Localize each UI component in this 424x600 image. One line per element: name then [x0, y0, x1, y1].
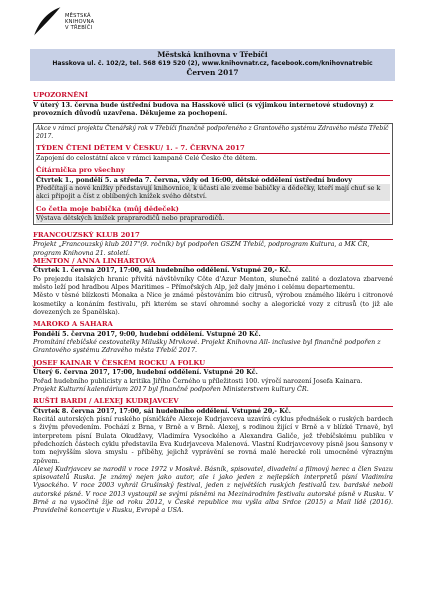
club-section — [33, 231, 393, 317]
exhibit-text: Výstava dětských knížek praprarodičů nebo praprarodičů. — [36, 214, 390, 222]
maroko-when: Pondělí 5. června 2017, 9:00, hudební oddělení. Vstupné 20 Kč. — [33, 329, 261, 338]
week-text: Zapojení do celostátní akce v rámci kampaně Celé Česko čte dětem. — [36, 153, 258, 162]
library-title: Městská knihovna v Třebíči — [157, 50, 268, 59]
club-project: Projekt „Francouzský klub 2017"(9. ročník) byl podpořen GSZM Třebíč, podprogram Kultura, a MK ČR, program Knihovna 21. století. — [33, 240, 370, 257]
week-title: TÝDEN ČTENÍ DĚTEM V ČESKU/ 1. - 7. ČERVNA 2017 — [36, 144, 390, 154]
bardi-title: RUŠTÍ BARDI / ALEXEJ KUDRJAVCEV — [33, 397, 393, 407]
month-title: Červen 2017 — [186, 68, 239, 77]
maroko-section — [33, 320, 393, 354]
bardi-text: Recitál autorských písní ruského písničkáře Alexeje Kudrjavceva uzavírá cyklus přednášek o ruských bardech s živým převedením. Pochází z Brna, v Brně a v Brně. Alexej, s rodinou žijící v Brně a v blízké Trnavě, byl interpretem písní Bulata Okudžavy, Vladimíra Vysockého a Alexandra Galiče, jež třebíčskému publiku v předchozích částech cyklu představila Eva Kudrjavceva Malenová. Vlastní Kudrjavcevovy písně jsou šansony v tom nejvyšším slova smyslu - příběhy, jejichž vyprávění se rovná malé herecké roli umocněné výrazným zpěvem. — [33, 415, 393, 465]
notice-text: V úterý 13. června bude ústřední budova na Hasskově ulici (s výjimkou internetové studovny) z provozních důvodů uzavřena. Děkujeme za pochopení. — [33, 100, 374, 117]
kainar-title: JOSEF KAINAR V ČESKÉM ROCKU A FOLKU — [33, 359, 393, 369]
kainar-note: Projekt Kulturní kalendárium 2017 byl finančně podpořen Ministerstvem kultury ČR. — [33, 384, 309, 393]
grandpa-title: Čítárnička pro všechny — [36, 166, 390, 176]
maroko-text: Promítání třebíčské cestovatelky Milušky Mrvkové. Projekt Knihovna All- inclusive byl finančně podpořen z Grantového systému Zdravého města Třebíč 2017. — [33, 338, 381, 355]
quill-icon — [31, 5, 65, 39]
club-title: FRANCOUZSKÝ KLUB 2017 — [33, 231, 393, 241]
program-content — [33, 91, 393, 515]
bardi-bio: Alexej Kudrjavcev se narodil v roce 1972 v Moskvě. Básník, spisovatel, divadelní a filmový herec a člen Svazu spisovatelů Ruska. Je známý nejen jako autor, ale i jako jeden z nejlepších interpretů písní Vladimíra Vysockého. V roce 2003 vyhrál Grušinský festival, jeden z největších ruských festivalů tzv. bardské neboli autorské písně. V roce 2013 vystoupil se svými písněmi na Mezinárodním festivalu autorské písně v Rusku. V Brně a na vysočině žije od roku 2012, v České republice mu vyšla alba Srdce (2015) a Mail lídě (2016). Pravidelně koncertuje v Rusku, Evropě a USA. — [33, 464, 393, 515]
club-text-2: Město v těsné blízkosti Monaka a Nice je známé pěstováním bio citrusů, výrobou známého likéru i citronové kosmetiky a konáním festivalu, při kterém se staví ohromné sochy a alegorické vozy z citrusů (to již ale dovezených ze Španělska). — [33, 291, 393, 316]
logo-line-3: V TŘEBÍČI — [65, 25, 93, 31]
bardi-when: Čtvrtek 8. června 2017, 17:00, sál hudebního oddělení. Vstupné 20,- Kč. — [33, 406, 291, 415]
exhibit-title: Co četla moje babička (můj dědeček) — [36, 205, 390, 215]
notice-heading: UPOZORNĚNÍ — [33, 91, 393, 101]
kainar-text: Pořad hudebního publicisty a kritika Jiřího Černého u příležitosti 100. výročí narození Josefa Kainara. — [33, 376, 363, 385]
logo-line-1: MĚSTSKÁ — [65, 13, 91, 19]
notice-section — [33, 91, 393, 117]
bardi-section — [33, 397, 393, 514]
header-banner — [30, 49, 395, 81]
logo-line-2: KNIHOVNA — [65, 19, 95, 25]
library-address: Hasskova ul. č. 102/2, tel. 568 619 520 (2), www.knihovnatr.cz, facebook.com/knihovnatrebic — [52, 60, 373, 67]
kainar-section — [33, 359, 393, 393]
club-text-1: Po prejezdu italských hranic přivítá návštěvníky Côte d'Azur Menton, slunečné zalité a dozlatova zbarvené město leží pod hradbou Alpes Maritimes – Přímořských Alp, jež daly jméno i celému departementu. — [33, 274, 393, 292]
library-logo — [31, 5, 131, 47]
club-when: Čtvrtek 1. června 2017, 17:00, sál hudebního oddělení. Vstupné 20,- Kč. — [33, 266, 291, 275]
grandpa-when: Čtvrtek 1., pondělí 5. a středa 7. června, vždy od 16:00, dětské oddělení ústřední budovy — [36, 175, 352, 184]
box-intro: Akce v rámci projektu Čtenářský rok v Třebíči finančně podpořeného z Grantového systému Zdravého města Třebíč 2017. — [36, 125, 389, 140]
reading-year-box — [33, 123, 393, 224]
maroko-title: MAROKO A SAHARA — [33, 320, 393, 330]
kainar-when: Úterý 6. června 2017, 17:00, hudební oddělení. Vstupné 20 Kč. — [33, 368, 258, 377]
grandpa-text: Předčítají a nové knížky představují knihovnice, k účasti ale zveme babičky a dědečky, kteří mají chuť se k akci připojit a číst z oblíbených knížek svého dětství. — [36, 184, 390, 201]
club-subtitle: MENTON / ANNA LINHARTOVÁ — [33, 257, 393, 267]
